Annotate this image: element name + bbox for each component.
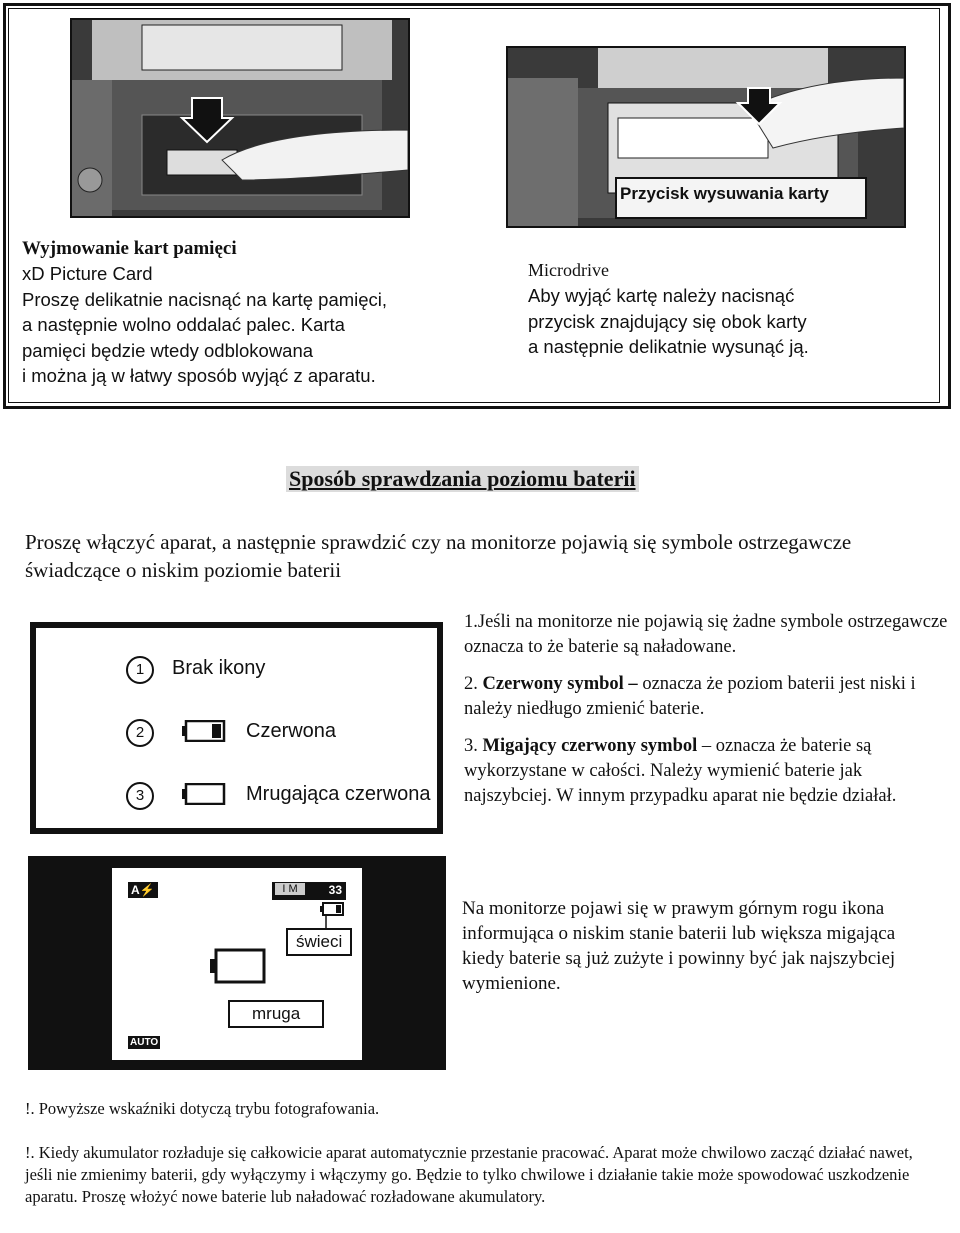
battery-indicator-panel-inner	[36, 628, 437, 828]
monitor-illustration	[28, 856, 446, 1070]
xd-card-photo	[70, 18, 410, 218]
list-item-3-text: – oznacza że baterie są wykorzystane w całości. Należy wymienić baterie jak najszybciej. W innym przypadku aparat nie będzie działał.	[464, 736, 897, 806]
battery-low-icon	[182, 720, 224, 740]
monitor-description: Na monitorze pojawi się w prawym górnym rogu ikona informująca o niskim stanie baterii lub większa migająca kiedy baterie są już zużyte i powinny być jak najszybciej wymienione.	[462, 898, 896, 994]
image-size-label: I M	[275, 883, 305, 895]
microdrive-caption-title: Microdrive	[528, 260, 609, 280]
row-label-no-icon: Brak ikony	[172, 657, 266, 679]
monitor-screen	[110, 866, 364, 1062]
note-battery-depletion: !. Kiedy akumulator rozładuje się całkowicie aparat automatycznie przestanie pracować. Aparat może chwilowo zacząć działać nawet, jeśli nie zmienimy baterii, gdy wyłączymy i włączymy go. Będzie to tylko chwilowe i działanie takie może spowodować uszkodzenie aparatu. Proszę włożyć nowe baterie lub naładować rozładowane akumulatory.	[25, 1143, 913, 1206]
auto-mode-icon: AUTO	[130, 1037, 159, 1048]
lit-callout: świeci	[286, 928, 352, 956]
list-item-2-bold: Czerwony symbol –	[482, 674, 638, 694]
row-label-red: Czerwona	[246, 720, 337, 742]
list-item-3	[464, 734, 954, 809]
list-item-2-text: oznacza że poziom baterii jest niski i należy niedługo zmienić baterie.	[464, 674, 916, 719]
list-item-3-number: 3.	[464, 736, 483, 756]
xd-caption-line: a następnie wolno oddalać palec. Karta	[22, 314, 345, 335]
section-title: Sposób sprawdzania poziomu baterii	[286, 466, 639, 492]
list-item-2-number: 2.	[464, 674, 483, 694]
battery-empty-icon	[182, 783, 224, 803]
row-label-blinking-red: Mrugająca czerwona	[246, 783, 431, 805]
xd-caption-line: xD Picture Card	[22, 263, 153, 284]
microdrive-caption-line: a następnie delikatnie wysunąć ją.	[528, 336, 809, 357]
intro-paragraph: Proszę włączyć aparat, a następnie sprawdzić czy na monitorze pojawią się symbole ostrzegawcze świadczące o niskim poziomie baterii	[25, 530, 852, 582]
row-number-2: 2	[126, 719, 154, 747]
list-item-1: 1.Jeśli na monitorze nie pojawią się żadne symbole ostrzegawcze oznacza to że baterie są naładowane.	[464, 612, 948, 657]
large-battery-icon	[210, 948, 266, 989]
xd-caption-line: pamięci będzie wtedy odblokowana	[22, 339, 314, 361]
blink-callout: mruga	[228, 1000, 324, 1028]
xd-caption-title: Wyjmowanie kart pamięci	[22, 238, 237, 259]
note-shooting-mode: !. Powyższe wskaźniki dotyczą trybu fotografowania.	[25, 1099, 380, 1118]
row-number-3: 3	[126, 782, 154, 810]
flash-mode-icon: A⚡	[128, 882, 158, 898]
shots-remaining: 33	[328, 883, 342, 897]
list-item-2	[464, 672, 954, 722]
xd-caption-line: Proszę delikatnie nacisnąć na kartę pamięci,	[22, 288, 388, 310]
eject-button-label: Przycisk wysuwania karty	[620, 184, 829, 203]
microdrive-photo	[506, 46, 906, 228]
battery-indicator-panel	[30, 622, 443, 834]
microdrive-caption-line: Aby wyjąć kartę należy nacisnąć	[528, 285, 795, 306]
xd-caption	[22, 236, 442, 389]
indicator-explanations	[464, 610, 954, 809]
microdrive-caption	[528, 258, 928, 360]
list-item-3-bold: Migający czerwony symbol	[482, 736, 698, 756]
xd-caption-line: i można ją w łatwy sposób wyjąć z aparatu.	[22, 365, 376, 386]
row-number-1: 1	[126, 656, 154, 684]
microdrive-caption-line: przycisk znajdujący się obok karty	[528, 310, 807, 332]
